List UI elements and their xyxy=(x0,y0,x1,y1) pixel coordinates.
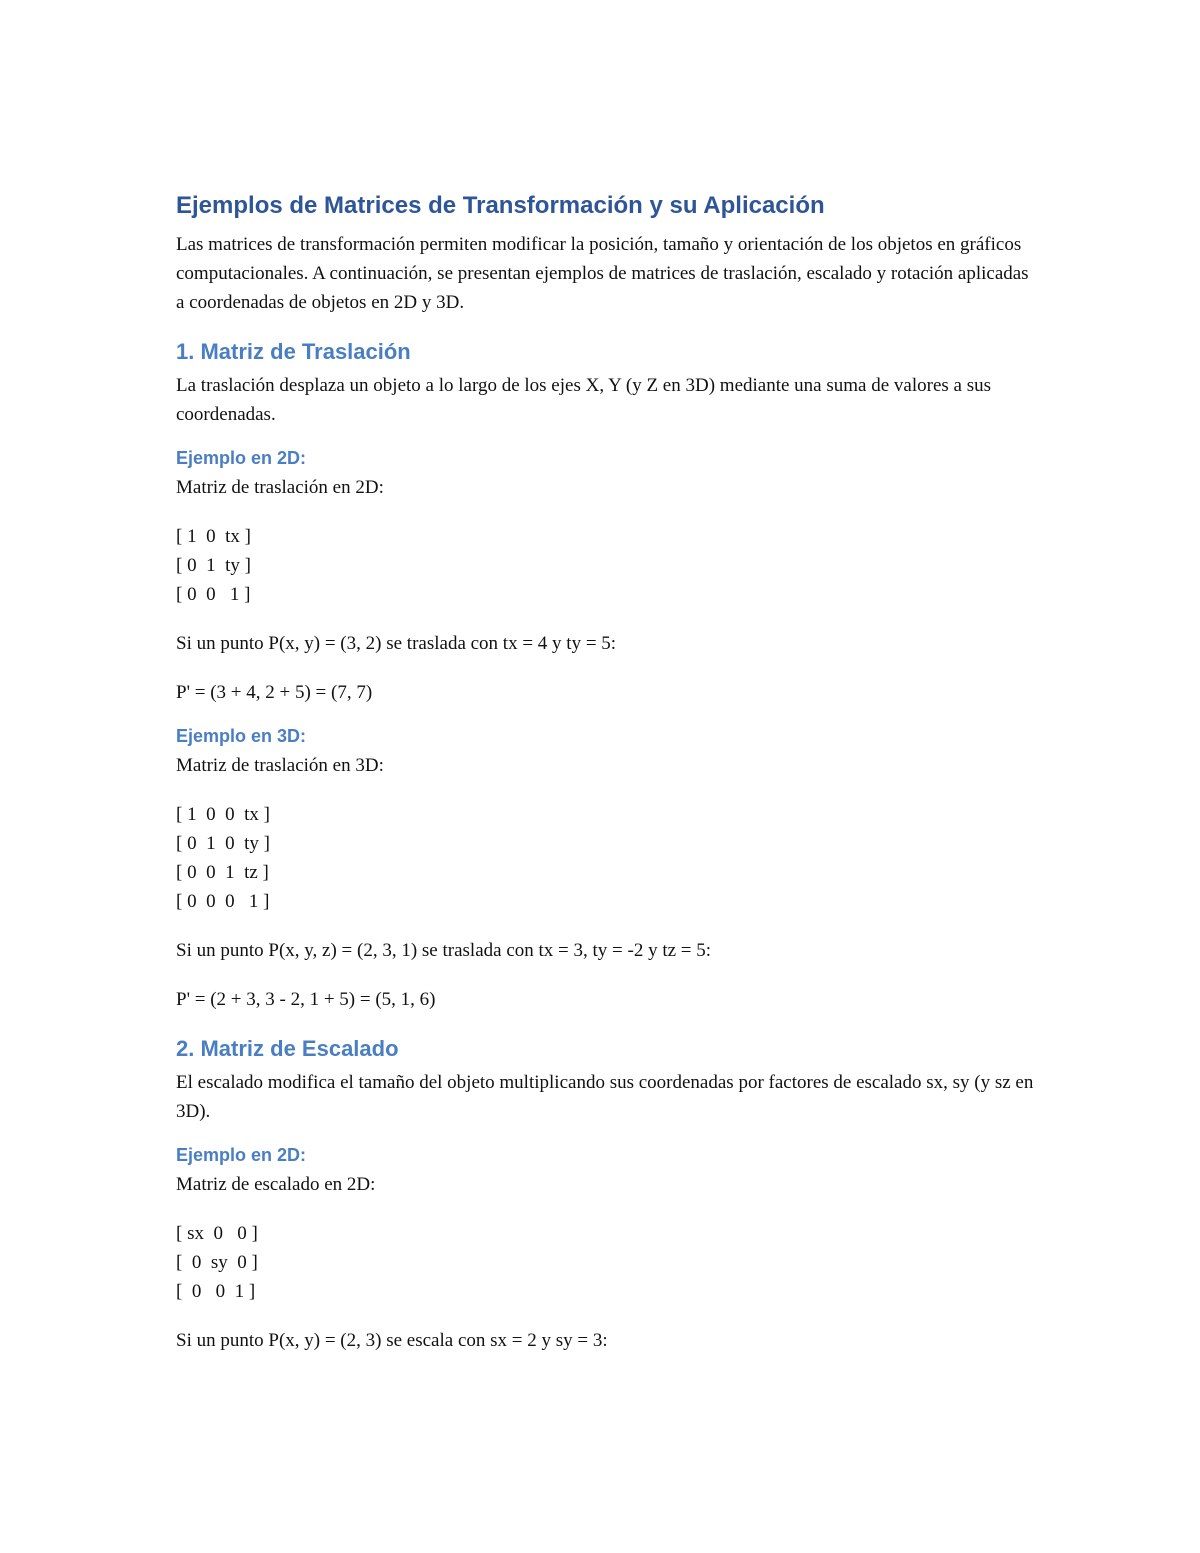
section-heading-escalado: 2. Matriz de Escalado xyxy=(176,1036,399,1061)
example-statement: Si un punto P(x, y) = (2, 3) se escala con sx = 2 y sy = 3: xyxy=(176,1330,608,1351)
example-result: P' = (2 + 3, 3 - 2, 1 + 5) = (5, 1, 6) xyxy=(176,989,436,1010)
matrix-row: [ 0 0 1 ] xyxy=(176,1281,256,1302)
matrix-row: [ 0 sy 0 ] xyxy=(176,1252,258,1273)
example-heading-2d: Ejemplo en 2D: xyxy=(176,1145,307,1165)
matrix-label: Matriz de traslación en 3D: xyxy=(176,755,384,776)
scaling-matrix-2d xyxy=(176,1219,1036,1306)
example-heading-2d: Ejemplo en 2D: xyxy=(176,448,307,468)
matrix-row: [ 1 0 0 tx ] xyxy=(176,804,270,825)
document-title: Ejemplos de Matrices de Transformación y su Aplicación xyxy=(176,192,825,219)
section-description-traslacion: La traslación desplaza un objeto a lo largo de los ejes X, Y (y Z en 3D) mediante una suma de valores a sus coordenadas. xyxy=(176,375,991,425)
example-result: P' = (3 + 4, 2 + 5) = (7, 7) xyxy=(176,682,373,703)
intro-paragraph: Las matrices de transformación permiten modificar la posición, tamaño y orientación de los objetos en gráficos computacionales. A continuación, se presentan ejemplos de matrices de traslación, escalado y rotación aplicadas a coordenadas de objetos en 2D y 3D. xyxy=(176,234,1029,313)
matrix-row: [ sx 0 0 ] xyxy=(176,1223,258,1244)
matrix-row: [ 0 0 0 1 ] xyxy=(176,891,270,912)
document-content xyxy=(176,190,1036,1355)
example-statement: Si un punto P(x, y) = (3, 2) se traslada con tx = 4 y ty = 5: xyxy=(176,633,617,654)
example-statement: Si un punto P(x, y, z) = (2, 3, 1) se traslada con tx = 3, ty = -2 y tz = 5: xyxy=(176,940,712,961)
matrix-label: Matriz de traslación en 2D: xyxy=(176,477,384,498)
translation-matrix-2d xyxy=(176,522,1036,609)
section-description-escalado: El escalado modifica el tamaño del objeto multiplicando sus coordenadas por factores de escalado sx, sy (y sz en 3D). xyxy=(176,1072,1034,1122)
matrix-row: [ 0 1 0 ty ] xyxy=(176,833,270,854)
matrix-row: [ 0 0 1 tz ] xyxy=(176,862,269,883)
example-heading-3d: Ejemplo en 3D: xyxy=(176,726,307,746)
translation-matrix-3d xyxy=(176,800,1036,916)
matrix-row: [ 1 0 tx ] xyxy=(176,526,251,547)
matrix-row: [ 0 1 ty ] xyxy=(176,555,251,576)
matrix-row: [ 0 0 1 ] xyxy=(176,584,251,605)
section-heading-traslacion: 1. Matriz de Traslación xyxy=(176,339,411,364)
matrix-label: Matriz de escalado en 2D: xyxy=(176,1174,376,1195)
